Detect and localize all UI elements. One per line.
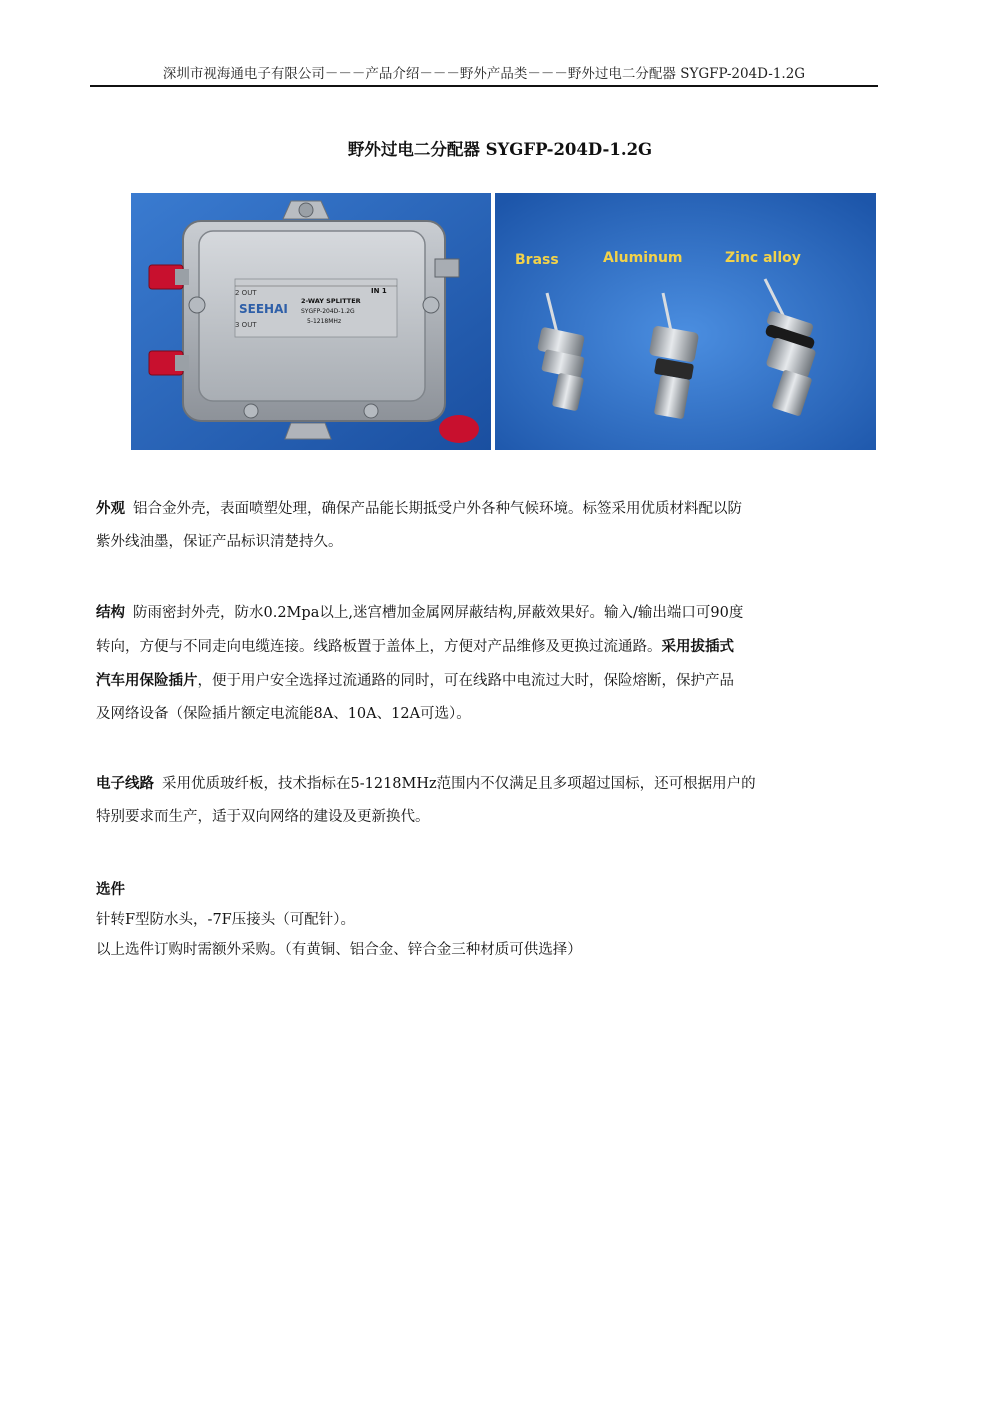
port-out3-label: 3 OUT bbox=[235, 321, 257, 329]
section-circuit bbox=[96, 767, 886, 834]
port-in-label: IN 1 bbox=[371, 287, 387, 295]
circuit-heading: 电子线路 bbox=[96, 775, 154, 792]
section-options bbox=[96, 875, 886, 965]
model-line3: 5-1218MHz bbox=[307, 318, 342, 325]
structure-heading: 结构 bbox=[96, 604, 125, 621]
connectors-illustration bbox=[495, 193, 876, 450]
structure-line3-bold: 汽车用保险插片 bbox=[96, 672, 198, 689]
splitter-photo bbox=[131, 193, 491, 450]
model-line2: SYGFP-204D-1.2G bbox=[301, 308, 355, 315]
port-out2-label: 2 OUT bbox=[235, 289, 257, 297]
structure-line4: 及网络设备（保险插片额定电流能8A、10A、12A可选）。 bbox=[96, 706, 471, 722]
aluminum-label: Aluminum bbox=[603, 250, 683, 266]
structure-line1: 防雨密封外壳，防水0.2Mpa以上,迷宫槽加金属网屏蔽结构,屏蔽效果好。输入/输出端口可90度 bbox=[133, 605, 744, 621]
section-structure bbox=[96, 596, 886, 731]
running-header: 深圳市视海通电子有限公司－－－产品介绍－－－野外产品类－－－野外过电二分配器 SYGFP-204D-1.2G bbox=[162, 66, 806, 82]
model-line1: 2-WAY SPLITTER bbox=[301, 297, 361, 305]
section-appearance bbox=[96, 492, 886, 559]
appearance-line2: 紫外线油墨，保证产品标识清楚持久。 bbox=[96, 534, 343, 550]
structure-line2: 转向，方便与不同走向电缆连接。线路板置于盖体上，方便对产品维修及更换过流通路。 bbox=[96, 639, 662, 655]
brass-label: Brass bbox=[515, 252, 559, 268]
circuit-line2: 特别要求而生产，适于双向网络的建设及更新换代。 bbox=[96, 809, 430, 825]
options-line2: 以上选件订购时需额外采购。（有黄铜、铝合金、锌合金三种材质可供选择） bbox=[96, 942, 582, 958]
options-line1: 针转F型防水头，-7F压接头（可配针）。 bbox=[96, 912, 355, 928]
zinc-alloy-label: Zinc alloy bbox=[725, 250, 801, 266]
options-heading: 选件 bbox=[96, 881, 125, 898]
circuit-line1: 采用优质玻纤板，技术指标在5-1218MHz范围内不仅满足且多项超过国标，还可根据用户的 bbox=[162, 776, 756, 792]
brand-label: SEEHAI bbox=[239, 302, 288, 316]
connectors-photo bbox=[495, 193, 876, 450]
header-rule bbox=[90, 85, 878, 87]
appearance-line1: 铝合金外壳，表面喷塑处理，确保产品能长期抵受户外各种气候环境。标签采用优质材料配以防 bbox=[133, 501, 742, 517]
splitter-illustration bbox=[131, 193, 491, 450]
document-title: 野外过电二分配器 SYGFP-204D-1.2G bbox=[347, 140, 653, 159]
product-photos bbox=[131, 193, 876, 450]
structure-line3: ，便于用户安全选择过流通路的同时，可在线路中电流过大时，保险熔断，保护产品 bbox=[197, 673, 734, 689]
structure-line2-bold: 采用拔插式 bbox=[661, 638, 734, 655]
appearance-heading: 外观 bbox=[96, 500, 125, 517]
